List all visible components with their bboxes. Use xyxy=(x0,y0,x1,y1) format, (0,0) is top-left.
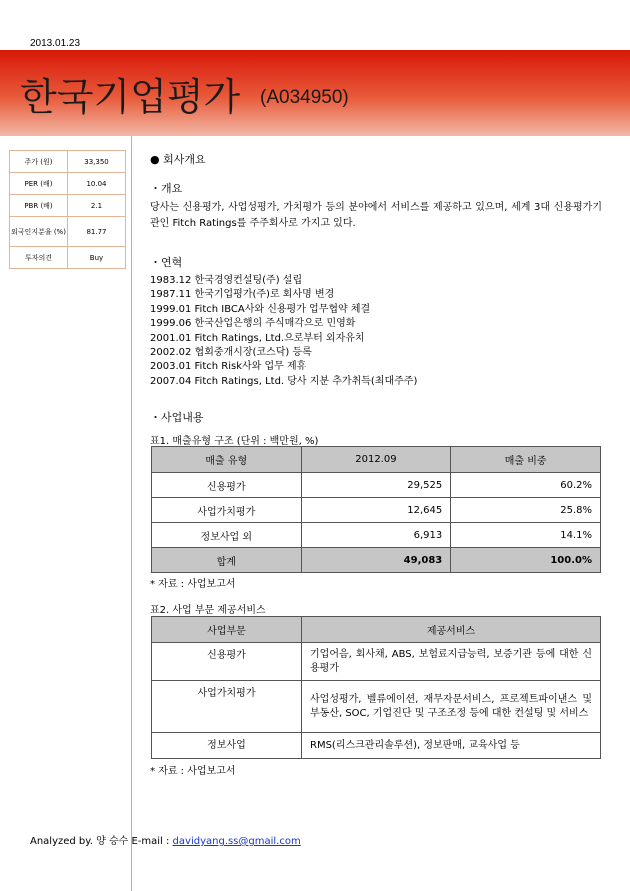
table-row xyxy=(152,498,601,523)
table-row xyxy=(152,681,601,733)
column-header: 2012.09 xyxy=(301,447,451,473)
table2-source: * 자료 : 사업보고서 xyxy=(150,766,236,777)
history-item: 1999.01 Fitch IBCA사와 신용평가 업무협약 체결 xyxy=(150,303,371,315)
overview-text: 당사는 신용평가, 사업성평가, 가치평가 등의 분야에서 서비스를 제공하고 있으며, 세계 3대 신용평가기관인 Fitch Ratings를 주주회사로 가지고 있다. xyxy=(150,202,602,229)
revenue-type: 사업가치평가 xyxy=(152,498,302,523)
business-heading: ・사업내용 xyxy=(150,411,204,424)
revenue-type: 신용평가 xyxy=(152,473,302,498)
summary-value: 33,350 xyxy=(68,151,126,173)
history-item: 1983.12 한국경영컨설팅(주) 설립 xyxy=(150,275,303,286)
history-item: 2002.02 협회중개시장(코스닥) 등록 xyxy=(150,347,312,359)
summary-row xyxy=(10,173,126,195)
table-row xyxy=(152,643,601,681)
revenue-share: 25.8% xyxy=(451,498,601,523)
segment-services: 사업성평가, 벨류에이션, 재무자문서비스, 프로젝트파이낸스 및 부동산, SOC, 기업진단 및 구조조정 등에 대한 컨설팅 및 서비스 xyxy=(302,681,601,733)
total-label: 합계 xyxy=(152,548,302,573)
column-header: 매출 유형 xyxy=(152,447,302,473)
table1-caption: 표1. 매출유형 구조 (단위 : 백만원, %) xyxy=(150,436,319,447)
table-header-row xyxy=(152,447,601,473)
summary-label: PER (배) xyxy=(10,173,68,195)
total-share: 100.0% xyxy=(451,548,601,573)
revenue-amount: 6,913 xyxy=(301,523,451,548)
table1-source: * 자료 : 사업보고서 xyxy=(150,579,236,590)
history-item: 1987.11 한국기업평가(주)로 회사명 변경 xyxy=(150,289,335,301)
revenue-amount: 12,645 xyxy=(301,498,451,523)
table-row xyxy=(152,473,601,498)
segment-services: 기업어음, 회사채, ABS, 보험료지급능력, 보증기관 등에 대한 신용평가 xyxy=(302,643,601,681)
revenue-share: 14.1% xyxy=(451,523,601,548)
column-header: 매출 비중 xyxy=(451,447,601,473)
segment-services: RMS(리스크관리솔루션), 정보판매, 교육사업 등 xyxy=(302,733,601,759)
company-name: 한국기업평가 xyxy=(20,75,241,119)
summary-label: 주가 (원) xyxy=(10,151,68,173)
revenue-share: 60.2% xyxy=(451,473,601,498)
summary-row xyxy=(10,195,126,217)
history-item: 2003.01 Fitch Risk사와 업무 제휴 xyxy=(150,361,307,373)
analyst-email-link[interactable]: davidyang.ss@gmail.com xyxy=(172,836,301,847)
table-row xyxy=(152,523,601,548)
table-total-row xyxy=(152,548,601,573)
segment-name: 사업가치평가 xyxy=(152,681,302,733)
revenue-amount: 29,525 xyxy=(301,473,451,498)
table2-caption: 표2. 사업 부문 제공서비스 xyxy=(150,605,266,616)
history-item: 1999.06 한국산업은행의 주식매각으로 민영화 xyxy=(150,318,356,330)
segment-name: 정보사업 xyxy=(152,733,302,759)
revenue-table xyxy=(151,446,601,573)
summary-value: 81.77 xyxy=(68,217,126,247)
ticker-code: (A034950) xyxy=(260,87,349,108)
table-header-row xyxy=(152,617,601,643)
analyst-credit: Analyzed by. 양 승수 E-mail : xyxy=(30,836,173,847)
history-heading: ・연혁 xyxy=(150,256,183,269)
summary-value: Buy xyxy=(68,247,126,269)
history-list xyxy=(150,274,417,389)
sidebar-divider xyxy=(131,136,132,891)
summary-table xyxy=(9,150,126,269)
report-date: 2013.01.23 xyxy=(30,38,81,49)
analyst-footer xyxy=(30,832,301,847)
column-header: 사업부문 xyxy=(152,617,302,643)
summary-row xyxy=(10,217,126,247)
summary-label: 투자의견 xyxy=(10,247,68,269)
summary-value: 2.1 xyxy=(68,195,126,217)
history-item: 2001.01 Fitch Ratings, Ltd.으로부터 외자유치 xyxy=(150,332,365,344)
summary-row xyxy=(10,247,126,269)
title-banner xyxy=(0,50,630,136)
summary-value: 10.04 xyxy=(68,173,126,195)
segment-name: 신용평가 xyxy=(152,643,302,681)
total-amount: 49,083 xyxy=(301,548,451,573)
summary-label: PBR (배) xyxy=(10,195,68,217)
column-header: 제공서비스 xyxy=(302,617,601,643)
revenue-type: 정보사업 외 xyxy=(152,523,302,548)
table-row xyxy=(152,733,601,759)
summary-row xyxy=(10,151,126,173)
overview-heading: ・개요 xyxy=(150,182,183,195)
services-table xyxy=(151,616,601,759)
history-item: 2007.04 Fitch Ratings, Ltd. 당사 지분 추가취득(최대주주) xyxy=(150,375,418,387)
summary-label: 외국인지분율 (%) xyxy=(10,217,68,247)
section-title: ● 회사개요 xyxy=(150,153,206,166)
